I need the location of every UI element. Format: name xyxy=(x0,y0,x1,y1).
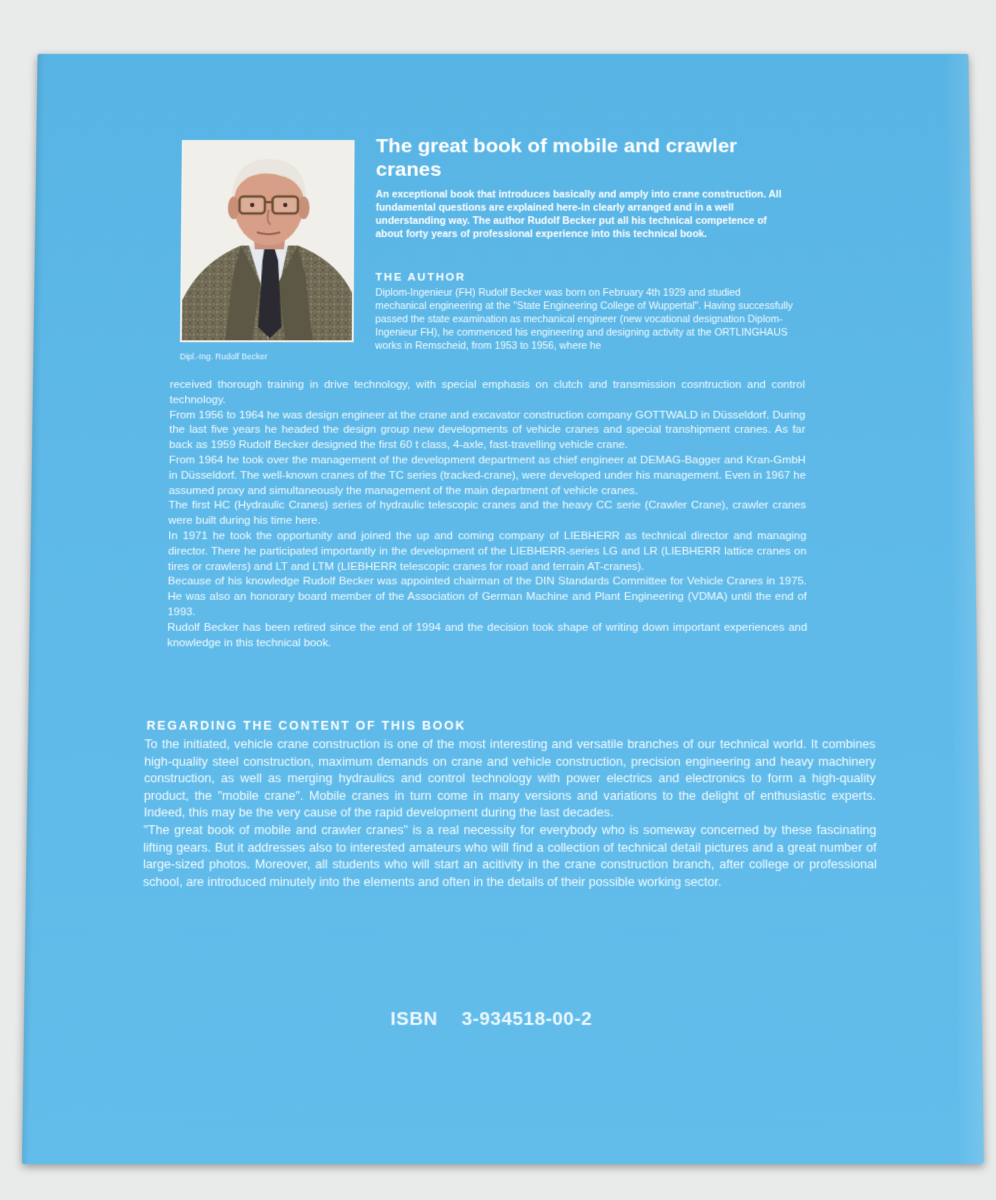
author-paragraph: received thorough training in drive technology, with special emphasis on clutch and transmission cosntruction and control technology. xyxy=(169,379,806,406)
isbn-number: 3-934518-00-2 xyxy=(461,1009,593,1030)
content-paragraph: "The great book of mobile and crawler cranes" is a real necessity for everybody who is someway concerned by these fascinating lifting gears. But it addresses also to interested amateurs who will find a collection of technical detail pictures and a great number of large-sized photos. Moreover, all students who will start an acitivity in the crane construction branch, after college or professional school, are introduced minutely into the elements and often in the details of their possible working sector. xyxy=(142,823,877,889)
book xyxy=(22,54,984,1164)
book-title: The great book of mobile and crawler cranes xyxy=(375,135,738,181)
cover-hinge xyxy=(22,54,45,1164)
author-paragraph: From 1964 he took over the management of the development department as chief engineer at DEMAG-Bagger and Kran-GmbH in Düsseldorf. The well-known cranes of the TC series (tracked-crane), were developed under his management. Even in 1967 he assumed proxy and simultaneously the management of the main department of vehicle cranes. xyxy=(168,454,806,497)
book-intro: An exceptional book that introduces basically and amply into crane construction. All fundamental questions are explained here-in clearly arranged and in a well understanding way. The author Rudolf Becker put all his technical competence of about forty years of professional experience into this technical book. xyxy=(375,189,782,240)
content-heading: REGARDING THE CONTENT OF THIS BOOK xyxy=(146,718,467,733)
back-cover xyxy=(22,54,984,1164)
author-portrait-image xyxy=(182,142,353,340)
author-paragraph: From 1956 to 1964 he was design engineer at the crane and excavator construction company GOTTWALD in Düsseldorf. During the last five years he headed the design group new developments of vehicle cranes and special transhipment cranes. As far back as 1959 Rudolf Becker designed the first 60 t class, 4-axle, fast-travelling vehicle crane. xyxy=(169,409,806,452)
content-description xyxy=(143,736,877,891)
author-paragraph: Because of his knowledge Rudolf Becker was appointed chairman of the DIN Standards Committee for Vehicle Cranes in 1975. He was also an honorary board member of the Association of German Machine and Plant Engineering (VDMA) until the end of 1993. xyxy=(167,576,807,619)
author-paragraph: Rudolf Becker has been retired since the end of 1994 and the decision took shape of writing down important experiences and knowledge in this technical book. xyxy=(167,621,808,649)
content-paragraph: To the initiated, vehicle crane construction is one of the most interesting and versatile branches of our technical world. It combines high-quality steel construction, maximum demands on crane and vehicle construction, precision engineering and heavy machinery construction, as well as merging hydraulics and control technology with power electrics and electronics to form a high-quality product, the "mobile crane". Mobile cranes in turn come in many versions and variations to the delight of enthusiastic experts. Indeed, this may be the very cause of the rapid development during the last decades. xyxy=(143,737,877,820)
isbn xyxy=(390,1009,616,1031)
author-biography xyxy=(167,378,807,651)
author-lead-text: Diplom-Ingenieur (FH) Rudolf Becker was born on February 4th 1929 and studied mechanical engineering at the "State Engineering College of Wuppertal". Having successfully passed the state examination as mechanical engineer (new vocational designation Diplom-Ingenieur FH), he commenced his engineering and designing activity at the ORTLINGHAUS works in Remscheid, from 1953 to 1956, where he xyxy=(375,288,793,352)
author-paragraph: The first HC (Hydraulic Cranes) series of hydraulic telescopic cranes and the heavy CC serie (Crawler Crane), crawler cranes were built during his time here. xyxy=(168,500,807,527)
author-heading: THE AUTHOR xyxy=(375,272,466,284)
photo-caption: Dipl.-Ing. Rudolf Becker xyxy=(179,351,268,362)
author-photo xyxy=(182,142,353,340)
author-photo-frame xyxy=(180,140,355,342)
isbn-label: ISBN xyxy=(390,1009,438,1030)
author-paragraph: In 1971 he took the opportunity and joined the up and coming company of LIEBHERR as technical director and managing director. There he participated importantly in the development of the LIEBHERR-series LG and LR (LIEBHERR lattice cranes on tires or crawlers) and LT and LTM (LIEBHERR telescopic cranes for road and terrain AT-cranes). xyxy=(167,530,807,573)
